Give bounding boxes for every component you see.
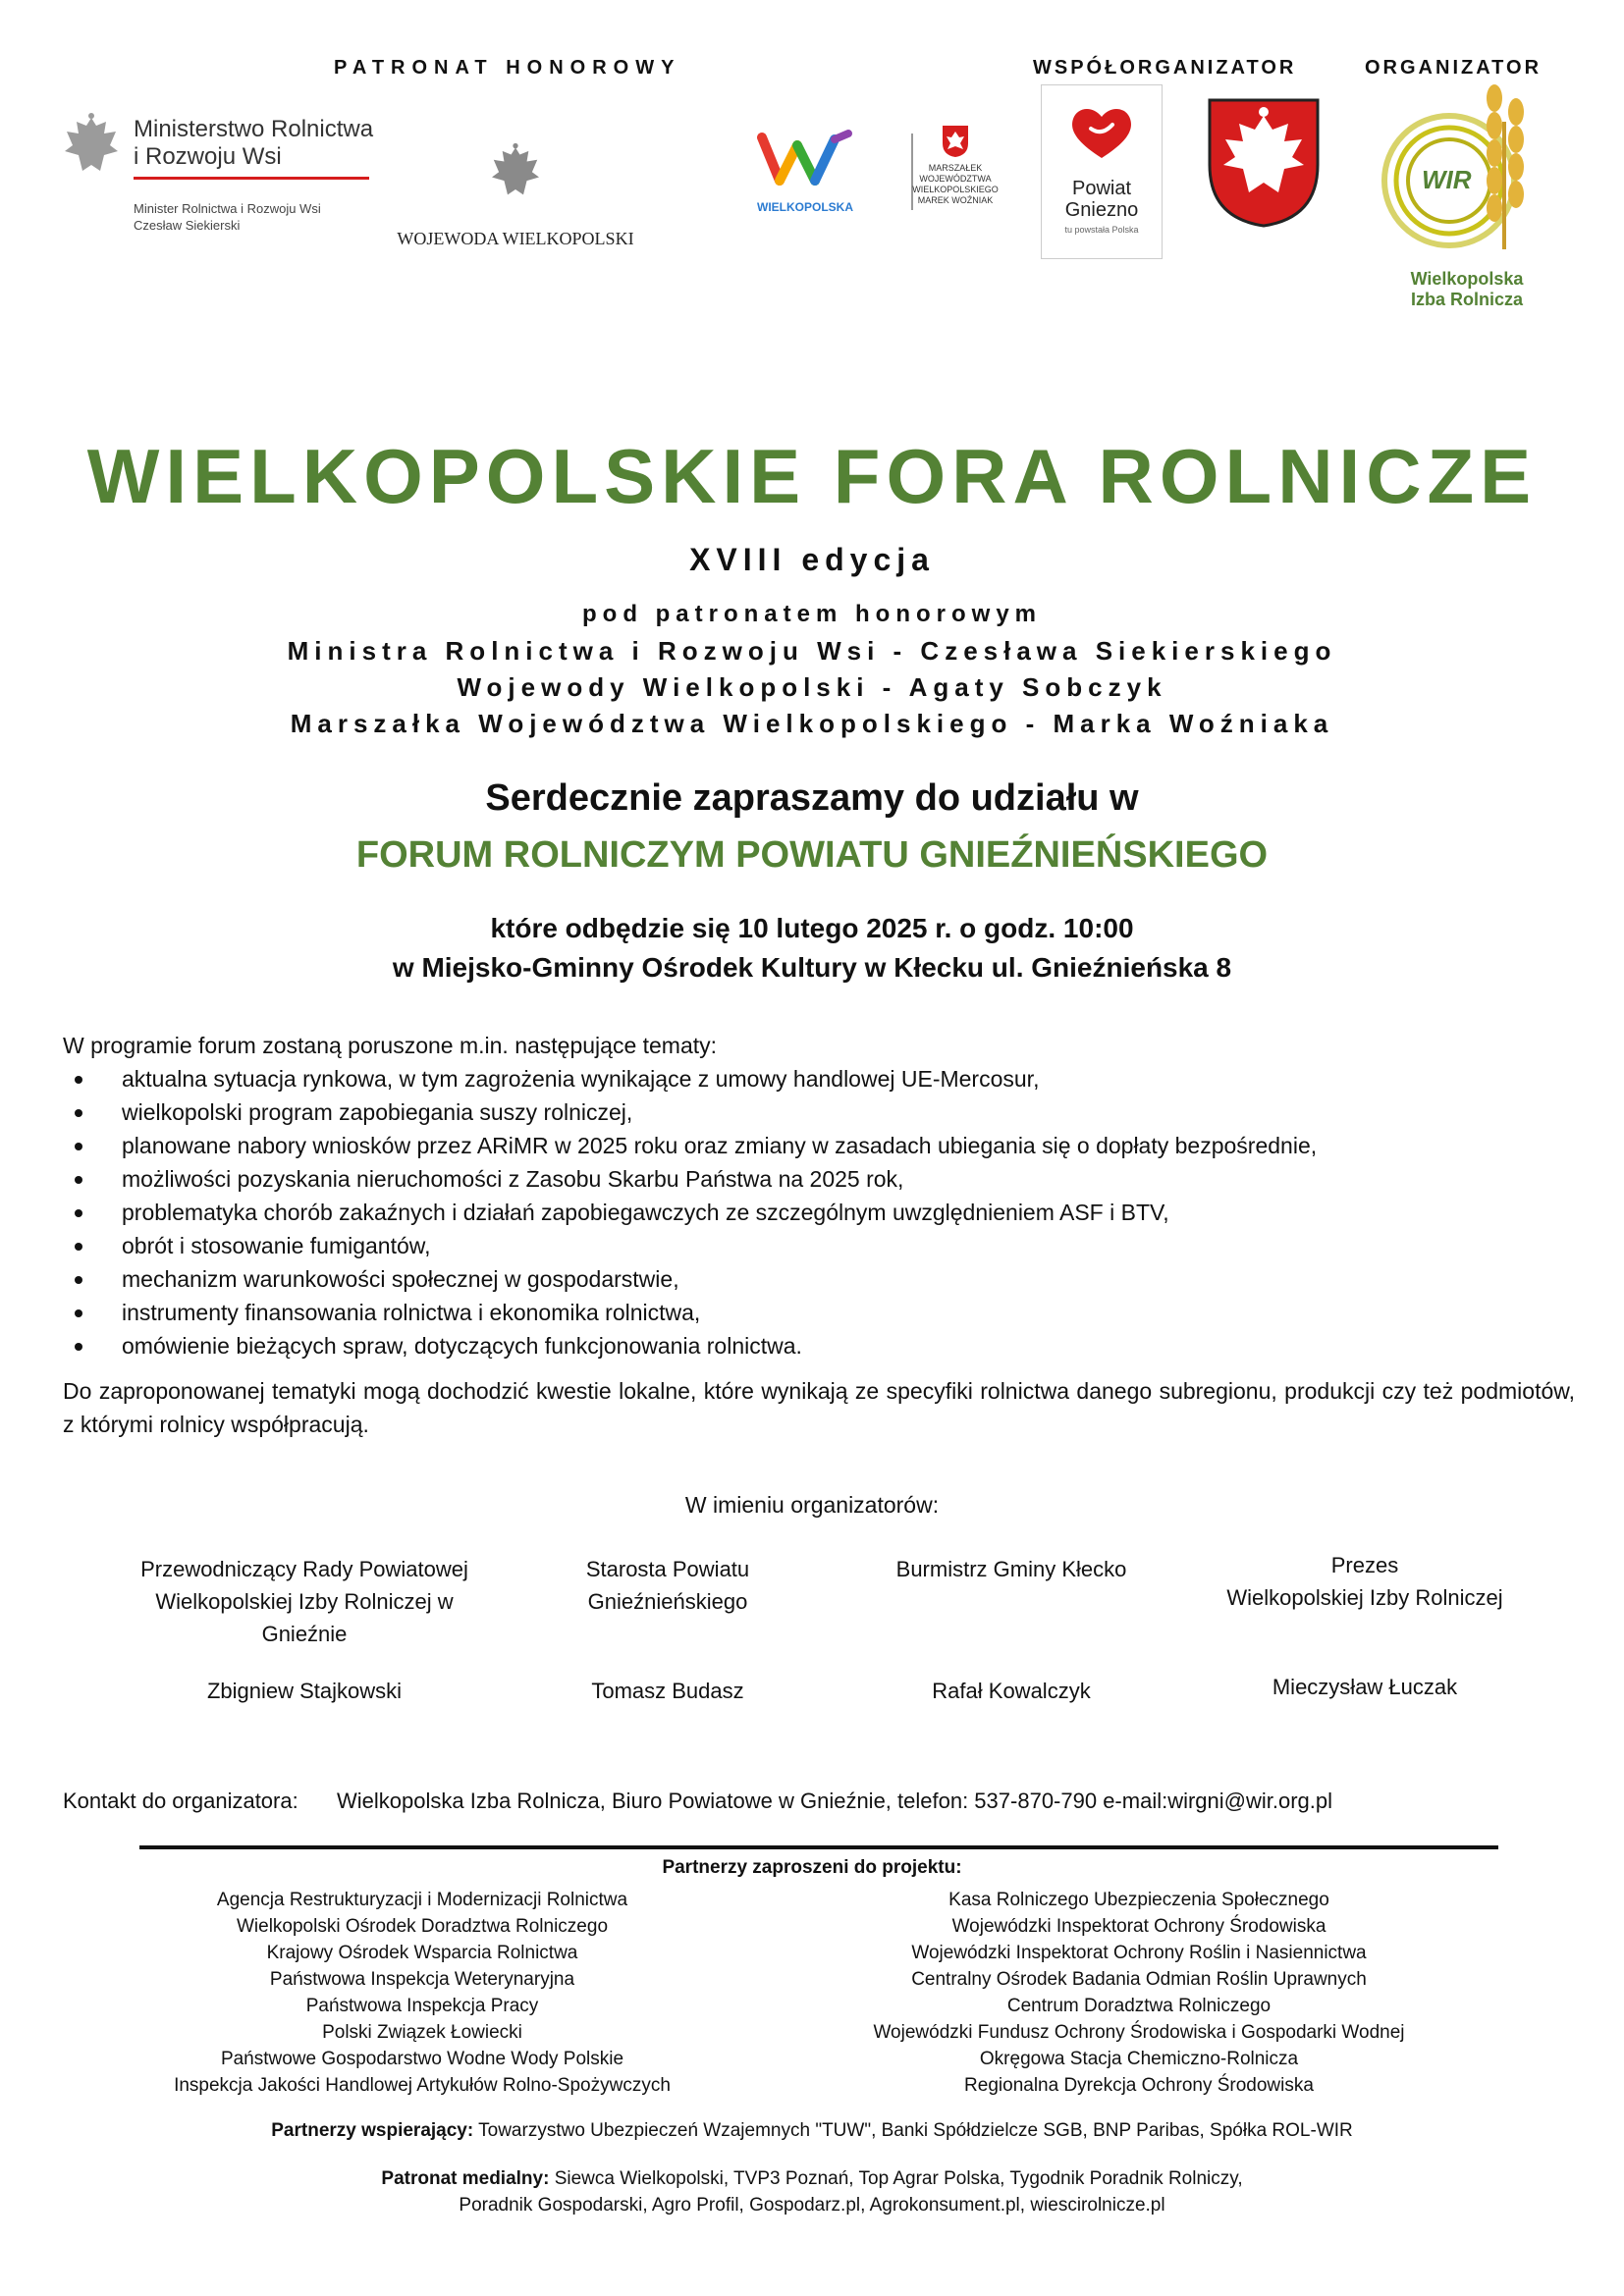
wojewoda-logo xyxy=(383,142,648,260)
marszalek-line2: WOJEWÓDZTWA xyxy=(919,174,992,184)
list-item: Centralny Ośrodek Badania Odmian Roślin Uprawnych xyxy=(911,1969,1367,1990)
organizator-label: ORGANIZATOR xyxy=(1365,57,1543,79)
list-item: mechanizm warunkowości społecznej w gospodarstwie, xyxy=(63,1262,1575,1296)
wir-line1: Wielkopolska xyxy=(1410,269,1524,289)
media-value-line1: Siewca Wielkopolski, TVP3 Poznań, Top Agrar Polska, Tygodnik Poradnik Rolniczy, xyxy=(554,2168,1243,2189)
signature-name: Rafał Kowalczyk xyxy=(932,1679,1091,1703)
signature-role: Starosta Powiatu Gnieźnieńskiego xyxy=(585,1557,750,1614)
list-item: Wojewódzki Inspektorat Ochrony Roślin i Nasiennictwa xyxy=(911,1943,1367,1963)
heart-icon xyxy=(1067,103,1136,162)
w-mark-icon xyxy=(756,124,854,190)
event-date: które odbędzie się 10 lutego 2025 r. o godz. 10:00 xyxy=(490,913,1134,943)
media-patronage xyxy=(0,2165,1624,2218)
powiat-line1: Powiat xyxy=(1071,178,1132,199)
ministry-line2: i Rozwoju Wsi xyxy=(134,143,282,170)
program-note: Do zaproponowanej tematyki mogą dochodzić kwestie lokalne, które wynikają ze specyfiki rolnictwa danego subregionu, produkcji czy też podmiotów, z którymi rolnicy współpracują. xyxy=(63,1378,1575,1437)
list-item: Wielkopolski Ośrodek Doradztwa Rolniczego xyxy=(236,1916,609,1937)
invitation-line: Serdecznie zapraszamy do udziału w xyxy=(485,777,1139,819)
eagle-icon xyxy=(61,112,122,183)
wielkopolska-text: WIELKOPOLSKA xyxy=(757,200,853,214)
ministry-sub2: Czesław Siekierski xyxy=(134,218,241,233)
signature-role: Burmistrz Gminy Kłecko xyxy=(895,1557,1127,1581)
ministry-logo xyxy=(61,112,375,249)
signature-name: Zbigniew Stajkowski xyxy=(206,1679,403,1703)
ministry-sub1: Minister Rolnictwa i Rozwoju Wsi xyxy=(134,201,321,216)
list-item: Polski Związek Łowiecki xyxy=(322,2022,522,2043)
list-item: omówienie bieżących spraw, dotyczących funkcjonowania rolnictwa. xyxy=(63,1329,1575,1362)
eagle-icon xyxy=(488,142,543,205)
gniezno-coat-of-arms xyxy=(1206,96,1322,230)
program-section xyxy=(63,1029,1575,1441)
program-intro: W programie forum zostaną poruszone m.in. następujące tematy: xyxy=(63,1033,718,1058)
patronage-line3: Marszałka Województwa Wielkopolskiego - Marka Woźniaka xyxy=(290,709,1334,738)
list-item: Państwowa Inspekcja Pracy xyxy=(305,1996,539,2016)
wir-line2: Izba Rolnicza xyxy=(1410,290,1524,309)
list-item: Okręgowa Stacja Chemiczno-Rolnicza xyxy=(979,2049,1299,2069)
signature-role-line2: Wielkopolskiej Izby Rolniczej xyxy=(1226,1585,1503,1610)
list-item: Krajowy Ośrodek Wsparcia Rolnictwa xyxy=(266,1943,578,1963)
media-label: Patronat medialny: xyxy=(381,2168,550,2189)
signature-role xyxy=(1178,1549,1551,1614)
list-item: Regionalna Dyrekcja Ochrony Środowiska xyxy=(964,2075,1314,2096)
list-item: Państwowa Inspekcja Weterynaryjna xyxy=(269,1969,575,1990)
list-item: Kasa Rolniczego Ubezpieczenia Społecznego xyxy=(948,1890,1329,1910)
list-item: wielkopolski program zapobiegania suszy rolniczej, xyxy=(63,1095,1575,1129)
wspolorganizator-label: WSPÓŁORGANIZATOR xyxy=(1033,57,1297,79)
list-item: Wojewódzki Fundusz Ochrony Środowiska i Gospodarki Wodnej xyxy=(873,2022,1405,2043)
list-item: problematyka chorób zakaźnych i działań zapobiegawczych ze szczególnym uwzględnieniem ASF i BTV, xyxy=(63,1196,1575,1229)
powiat-line2: Gniezno xyxy=(1064,199,1139,221)
signature-role: Przewodniczący Rady Powiatowej Wielkopolskiej Izby Rolniczej w Gnieźnie xyxy=(140,1557,468,1646)
event-place: w Miejsko-Gminny Ośrodek Kultury w Kłecku ul. Gnieźnieńska 8 xyxy=(392,952,1232,983)
partners-heading: Partnerzy zaproszeni do projektu: xyxy=(662,1857,962,1878)
list-item: Centrum Doradztwa Rolniczego xyxy=(1006,1996,1272,2016)
signatures-intro: W imieniu organizatorów: xyxy=(684,1492,940,1518)
list-item: możliwości pozyskania nieruchomości z Zasobu Skarbu Państwa na 2025 rok, xyxy=(63,1162,1575,1196)
marszalek-line1: MARSZAŁEK xyxy=(928,163,983,173)
signature-role-line1: Prezes xyxy=(1330,1553,1399,1577)
list-item: Wojewódzki Inspektorat Ochrony Środowiska xyxy=(951,1916,1326,1937)
patronage-intro: pod patronatem honorowym xyxy=(582,601,1042,627)
wir-logo xyxy=(1379,82,1555,318)
list-item: instrumenty finansowania rolnictwa i ekonomika rolnictwa, xyxy=(63,1296,1575,1329)
wir-mark: WIR xyxy=(1422,165,1472,194)
list-item: Agencja Restrukturyzacji i Modernizacji Rolnictwa xyxy=(216,1890,628,1910)
partners-right-list xyxy=(815,1887,1463,2099)
supporting-value: Towarzystwo Ubezpieczeń Wzajemnych "TUW", Banki Spółdzielcze SGB, BNP Paribas, Spółka ROL-WIR xyxy=(478,2120,1353,2141)
forum-name: FORUM ROLNICZYM POWIATU GNIEŹNIEŃSKIEGO xyxy=(355,834,1269,876)
supporting-label: Partnerzy wspierający: xyxy=(271,2120,474,2141)
patronat-label: PATRONAT HONOROWY xyxy=(334,57,681,79)
supporting-partners xyxy=(0,2120,1624,2142)
list-item: aktualna sytuacja rynkowa, w tym zagrożenia wynikające z umowy handlowej UE-Mercosur, xyxy=(63,1062,1575,1095)
powiat-line3: tu powstała Polska xyxy=(1064,225,1139,235)
patronage-line1: Ministra Rolnictwa i Rozwoju Wsi - Czesława Siekierskiego xyxy=(287,636,1337,666)
list-item: planowane nabory wniosków przez ARiMR w 2025 roku oraz zmiany w zasadach ubiegania się o dopłaty bezpośrednie, xyxy=(63,1129,1575,1162)
wojewoda-text: WOJEWODA WIELKOPOLSKI xyxy=(397,229,634,248)
contact-value: Wielkopolska Izba Rolnicza, Biuro Powiatowe w Gnieźnie, telefon: 537-870-790 e-mail:wirgni@wir.org.pl xyxy=(337,1789,1333,1813)
partners-left-list xyxy=(118,1887,727,2099)
powiat-gniezno-logo xyxy=(1041,84,1163,259)
coat-of-arms-icon xyxy=(941,124,970,159)
list-item: Państwowe Gospodarstwo Wodne Wody Polskie xyxy=(220,2049,624,2069)
list-item: obrót i stosowanie fumigantów, xyxy=(63,1229,1575,1262)
wielkopolska-logo xyxy=(746,124,864,222)
marszalek-line3: WIELKOPOLSKIEGO xyxy=(912,185,999,194)
signature-name: Tomasz Budasz xyxy=(591,1679,744,1703)
topic-list xyxy=(63,1062,1575,1362)
marszalek-logo xyxy=(901,124,1009,222)
ministry-red-line xyxy=(134,177,369,180)
divider xyxy=(139,1845,1498,1849)
ministry-line1: Ministerstwo Rolnictwa xyxy=(134,116,374,142)
shield-eagle-icon xyxy=(1206,96,1322,230)
signature-name: Mieczysław Łuczak xyxy=(1272,1675,1458,1699)
list-item: Inspekcja Jakości Handlowej Artykułów Rolno-Spożywczych xyxy=(174,2075,671,2096)
media-value-line2: Poradnik Gospodarski, Agro Profil, Gospodarz.pl, Agrokonsument.pl, wiescirolnicze.pl xyxy=(459,2195,1165,2216)
contact-label: Kontakt do organizatora: xyxy=(63,1789,298,1813)
marszalek-line4: MAREK WOŹNIAK xyxy=(917,195,994,205)
page-title: WIELKOPOLSKIE FORA ROLNICZE xyxy=(86,433,1538,519)
edition: XVIII edycja xyxy=(689,542,935,577)
patronage-line2: Wojewody Wielkopolski - Agaty Sobczyk xyxy=(457,672,1167,702)
